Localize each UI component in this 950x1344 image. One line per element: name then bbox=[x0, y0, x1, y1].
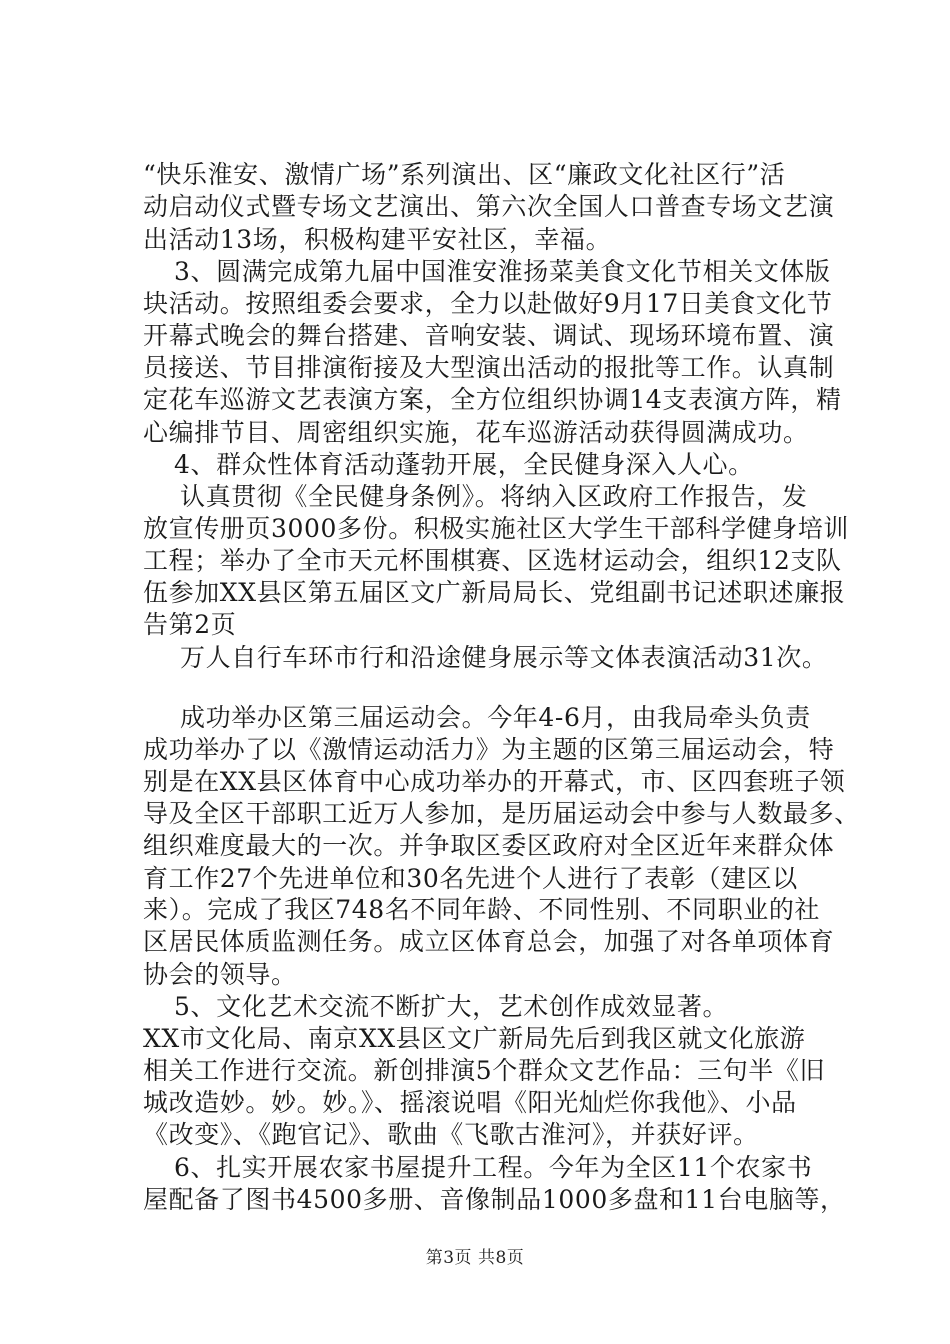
text-line: 动启动仪式暨专场文艺演出、第六次全国人口普查专场文艺演 bbox=[143, 192, 835, 221]
text-line: 别是在XX县区体育中心成功举办的开幕式，市、区四套班子领 bbox=[143, 767, 846, 796]
text-line: 5、文化艺术交流不断扩大，艺术创作成效显著。 bbox=[174, 992, 729, 1021]
text-line: 组织难度最大的一次。并争取区委区政府对全区近年来群众体 bbox=[143, 831, 835, 860]
text-line: 放宣传册页3000多份。积极实施社区大学生干部科学健身培训 bbox=[143, 514, 850, 543]
text-line: 出活动13场，积极构建平安社区，幸福。 bbox=[143, 225, 612, 254]
text-line: 心编排节目、周密组织实施，花车巡游活动获得圆满成功。 bbox=[143, 418, 809, 447]
text-line: 成功举办区第三届运动会。今年4-6月，由我局牵头负责 bbox=[180, 703, 811, 732]
text-line: 4、群众性体育活动蓬勃开展，全民健身深入人心。 bbox=[174, 450, 754, 479]
page-footer: 第3页 共8页 bbox=[425, 1248, 525, 1268]
text-line: 员接送、节目排演衔接及大型演出活动的报批等工作。认真制 bbox=[143, 353, 835, 382]
text-line: 成功举办了以《激情运动活力》为主题的区第三届运动会，特 bbox=[143, 735, 835, 764]
text-line: 区居民体质监测任务。成立区体育总会，加强了对各单项体育 bbox=[143, 927, 835, 956]
text-line: 6、扎实开展农家书屋提升工程。今年为全区11个农家书 bbox=[174, 1153, 813, 1182]
text-line: “快乐淮安、激情广场”系列演出、区“廉政文化社区行”活 bbox=[143, 160, 786, 189]
text-line: 3、圆满完成第九届中国淮安淮扬菜美食文化节相关文体版 bbox=[174, 257, 831, 286]
text-line: 认真贯彻《全民健身条例》。将纳入区政府工作报告，发 bbox=[180, 482, 808, 511]
text-line: 育工作27个先进单位和30名先进个人进行了表彰（建区以 bbox=[143, 864, 798, 893]
text-line: 告第2页 bbox=[143, 610, 237, 639]
text-line: 导及全区干部职工近万人参加，是历届运动会中参与人数最多、 bbox=[143, 799, 860, 828]
text-line: 万人自行车环市行和沿途健身展示等文体表演活动31次。 bbox=[180, 643, 828, 672]
text-line: 块活动。按照组委会要求，全力以赴做好9月17日美食文化节 bbox=[143, 289, 833, 318]
text-line: 协会的领导。 bbox=[143, 960, 297, 989]
text-line: 《改变》、《跑官记》、歌曲《飞歌古淮河》，并获好评。 bbox=[143, 1120, 759, 1149]
text-line: 城改造妙。妙。妙。》、摇滚说唱《阳光灿烂你我他》、小品 bbox=[143, 1088, 797, 1117]
text-line: XX市文化局、南京XX县区文广新局先后到我区就文化旅游 bbox=[143, 1024, 806, 1053]
text-line: 开幕式晚会的舞台搭建、音响安装、调试、现场环境布置、演 bbox=[143, 321, 835, 350]
text-line: 定花车巡游文艺表演方案，全方位组织协调14支表演方阵，精 bbox=[143, 385, 842, 414]
text-line: 工程；举办了全市天元杯围棋赛、区选材运动会，组织12支队 bbox=[143, 546, 842, 575]
text-line: 屋配备了图书4500多册、音像制品1000多盘和11台电脑等， bbox=[143, 1185, 846, 1214]
text-line: 伍参加XX县区第五届区文广新局局长、党组副书记述职述廉报 bbox=[143, 578, 846, 607]
text-line: 相关工作进行交流。新创排演5个群众文艺作品：三句半《旧 bbox=[143, 1056, 826, 1085]
text-line: 来）。完成了我区748名不同年龄、不同性别、不同职业的社 bbox=[143, 895, 821, 924]
